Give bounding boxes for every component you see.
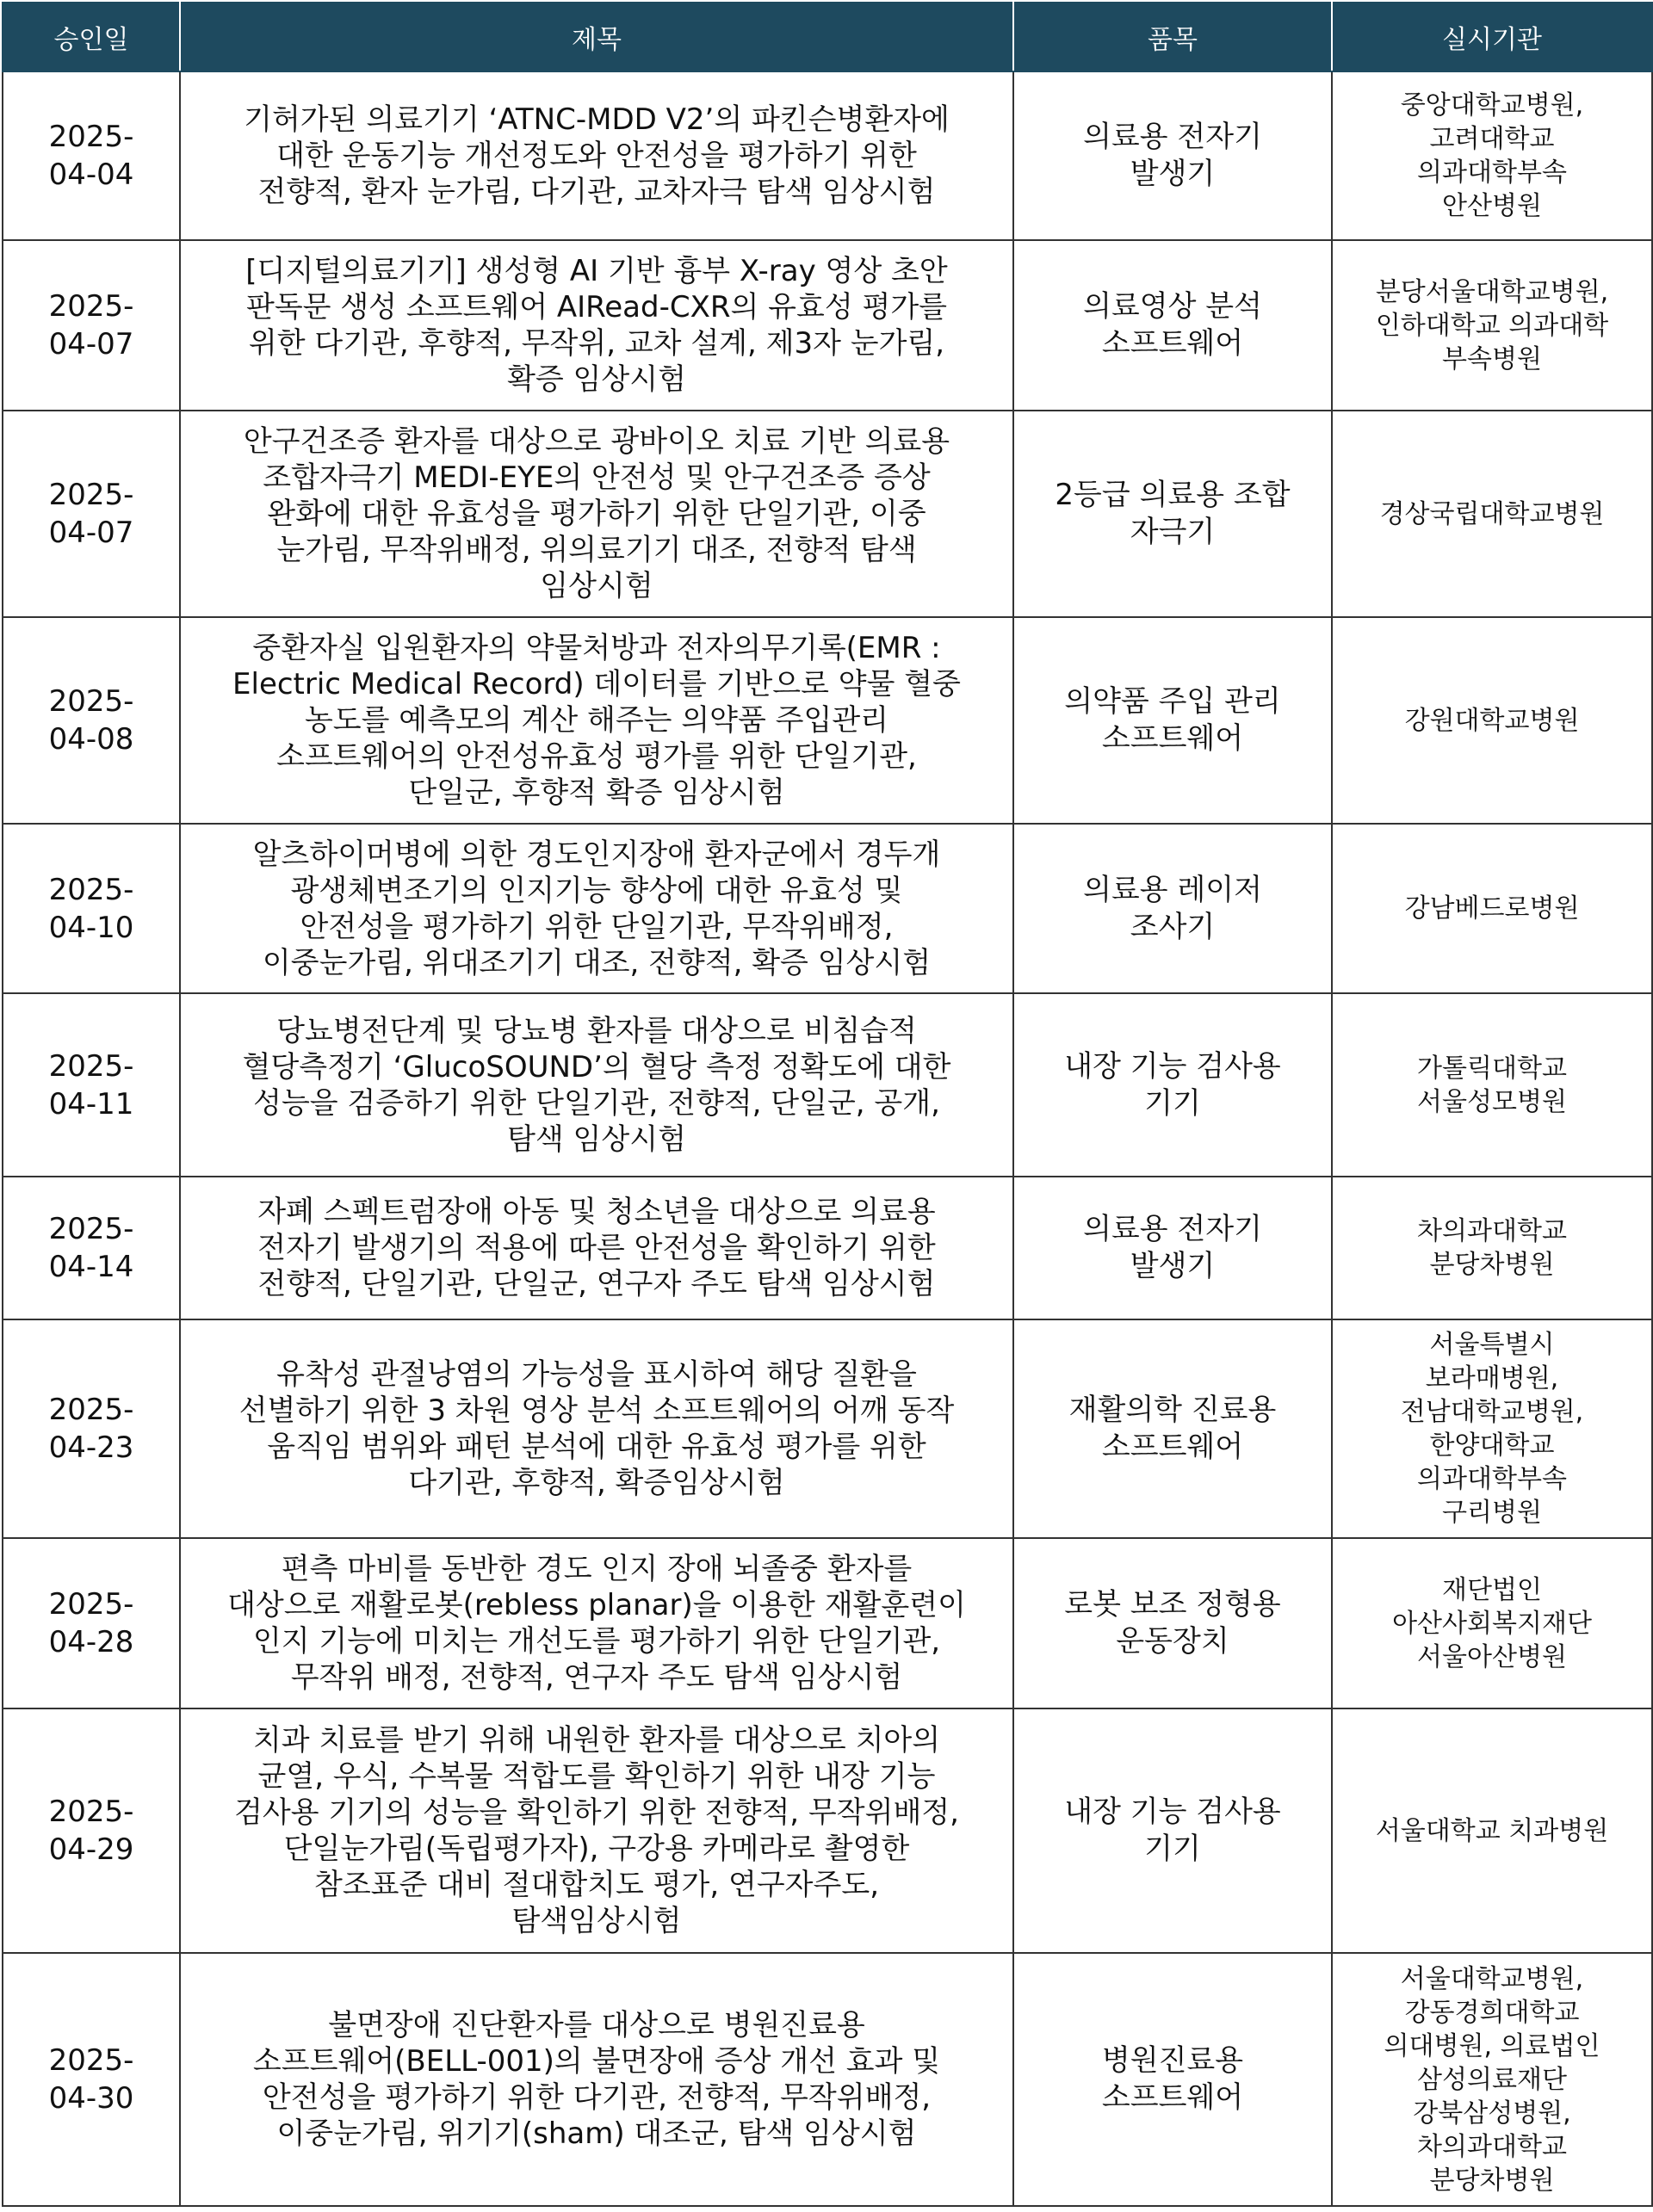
- cell-institution: 중앙대학교병원, 고려대학교 의과대학부속 안산병원: [1332, 71, 1652, 240]
- cell-title: 중환자실 입원환자의 약물처방과 전자의무기록(EMR : Electric Medical Record) 데이터를 기반으로 약물 혈중 농도를 예측모의 계산 해주는 의약품 주입관리 소프트웨어의 안전성유효성 평가를 위한 단일기관, 단일군, 후향적 확증 임상시험: [180, 617, 1013, 824]
- header-approval-date: 승인일: [3, 3, 180, 71]
- cell-approval-date: 2025- 04-28: [3, 1538, 180, 1708]
- cell-item: 의료용 레이저 조사기: [1013, 824, 1332, 993]
- cell-title: [디지털의료기기] 생성형 AI 기반 흉부 X-ray 영상 초안 판독문 생성 소프트웨어 AIRead-CXR의 유효성 평가를 위한 다기관, 후향적, 무작위, 교차 설계, 제3자 눈가림, 확증 임상시험: [180, 240, 1013, 411]
- cell-title: 편측 마비를 동반한 경도 인지 장애 뇌졸중 환자를 대상으로 재활로봇(rebless planar)을 이용한 재활훈련이 인지 기능에 미치는 개선도를 평가하기 위한 단일기관, 무작위 배정, 전향적, 연구자 주도 탐색 임상시험: [180, 1538, 1013, 1708]
- cell-approval-date: 2025- 04-11: [3, 993, 180, 1177]
- cell-institution: 강원대학교병원: [1332, 617, 1652, 824]
- cell-approval-date: 2025- 04-04: [3, 71, 180, 240]
- cell-title: 안구건조증 환자를 대상으로 광바이오 치료 기반 의료용 조합자극기 MEDI-EYE의 안전성 및 안구건조증 증상 완화에 대한 유효성을 평가하기 위한 단일기관, 이중 눈가림, 무작위배정, 위의료기기 대조, 전향적 탐색 임상시험: [180, 411, 1013, 617]
- cell-institution: 서울대학교병원, 강동경희대학교 의대병원, 의료법인 삼성의료재단 강북삼성병원, 차의과대학교 분당차병원: [1332, 1953, 1652, 2206]
- table-row: [3, 1708, 1652, 1953]
- table-row: [3, 1177, 1652, 1319]
- table-row: [3, 993, 1652, 1177]
- cell-institution: 강남베드로병원: [1332, 824, 1652, 993]
- table-row: [3, 71, 1652, 240]
- cell-title: 자폐 스펙트럼장애 아동 및 청소년을 대상으로 의료용 전자기 발생기의 적용에 따른 안전성을 확인하기 위한 전향적, 단일기관, 단일군, 연구자 주도 탐색 임상시험: [180, 1177, 1013, 1319]
- cell-approval-date: 2025- 04-29: [3, 1708, 180, 1953]
- cell-item: 병원진료용 소프트웨어: [1013, 1953, 1332, 2206]
- cell-institution: 가톨릭대학교 서울성모병원: [1332, 993, 1652, 1177]
- cell-title: 불면장애 진단환자를 대상으로 병원진료용 소프트웨어(BELL-001)의 불면장애 증상 개선 효과 및 안전성을 평가하기 위한 다기관, 전향적, 무작위배정, 이중눈가림, 위기기(sham) 대조군, 탐색 임상시험: [180, 1953, 1013, 2206]
- cell-approval-date: 2025- 04-08: [3, 617, 180, 824]
- cell-item: 2등급 의료용 조합 자극기: [1013, 411, 1332, 617]
- cell-title: 유착성 관절낭염의 가능성을 표시하여 해당 질환을 선별하기 위한 3 차원 영상 분석 소프트웨어의 어깨 동작 움직임 범위와 패턴 분석에 대한 유효성 평가를 위한 다기관, 후향적, 확증임상시험: [180, 1319, 1013, 1538]
- table-row: [3, 1953, 1652, 2206]
- cell-approval-date: 2025- 04-30: [3, 1953, 180, 2206]
- cell-title: 치과 치료를 받기 위해 내원한 환자를 대상으로 치아의 균열, 우식, 수복물 적합도를 확인하기 위한 내장 기능 검사용 기기의 성능을 확인하기 위한 전향적, 무작위배정, 단일눈가림(독립평가자), 구강용 카메라로 촬영한 참조표준 대비 절대합치도 평가, 연구자주도, 탐색임상시험: [180, 1708, 1013, 1953]
- table-row: [3, 1319, 1652, 1538]
- cell-item: 의료용 전자기 발생기: [1013, 71, 1332, 240]
- cell-approval-date: 2025- 04-10: [3, 824, 180, 993]
- table-header-row: [3, 3, 1652, 71]
- cell-item: 의료영상 분석 소프트웨어: [1013, 240, 1332, 411]
- table-row: [3, 240, 1652, 411]
- clinical-trials-table: [2, 2, 1653, 2207]
- cell-institution: 서울특별시 보라매병원, 전남대학교병원, 한양대학교 의과대학부속 구리병원: [1332, 1319, 1652, 1538]
- cell-institution: 차의과대학교 분당차병원: [1332, 1177, 1652, 1319]
- cell-item: 의료용 전자기 발생기: [1013, 1177, 1332, 1319]
- header-title: 제목: [180, 3, 1013, 71]
- cell-approval-date: 2025- 04-23: [3, 1319, 180, 1538]
- cell-institution: 분당서울대학교병원, 인하대학교 의과대학 부속병원: [1332, 240, 1652, 411]
- table-row: [3, 824, 1652, 993]
- cell-item: 재활의학 진료용 소프트웨어: [1013, 1319, 1332, 1538]
- header-institution: 실시기관: [1332, 3, 1652, 71]
- cell-item: 내장 기능 검사용 기기: [1013, 1708, 1332, 1953]
- header-item: 품목: [1013, 3, 1332, 71]
- cell-title: 알츠하이머병에 의한 경도인지장애 환자군에서 경두개 광생체변조기의 인지기능 향상에 대한 유효성 및 안전성을 평가하기 위한 단일기관, 무작위배정, 이중눈가림, 위대조기기 대조, 전향적, 확증 임상시험: [180, 824, 1013, 993]
- cell-item: 내장 기능 검사용 기기: [1013, 993, 1332, 1177]
- table-row: [3, 411, 1652, 617]
- cell-approval-date: 2025- 04-07: [3, 411, 180, 617]
- cell-approval-date: 2025- 04-07: [3, 240, 180, 411]
- cell-title: 기허가된 의료기기 ‘ATNC-MDD V2’의 파킨슨병환자에 대한 운동기능 개선정도와 안전성을 평가하기 위한 전향적, 환자 눈가림, 다기관, 교차자극 탐색 임상시험: [180, 71, 1013, 240]
- cell-institution: 경상국립대학교병원: [1332, 411, 1652, 617]
- cell-title: 당뇨병전단계 및 당뇨병 환자를 대상으로 비침습적 혈당측정기 ‘GlucoSOUND’의 혈당 측정 정확도에 대한 성능을 검증하기 위한 단일기관, 전향적, 단일군, 공개, 탐색 임상시험: [180, 993, 1013, 1177]
- table-row: [3, 617, 1652, 824]
- cell-approval-date: 2025- 04-14: [3, 1177, 180, 1319]
- cell-item: 의약품 주입 관리 소프트웨어: [1013, 617, 1332, 824]
- table-row: [3, 1538, 1652, 1708]
- cell-item: 로봇 보조 정형용 운동장치: [1013, 1538, 1332, 1708]
- cell-institution: 서울대학교 치과병원: [1332, 1708, 1652, 1953]
- cell-institution: 재단법인 아산사회복지재단 서울아산병원: [1332, 1538, 1652, 1708]
